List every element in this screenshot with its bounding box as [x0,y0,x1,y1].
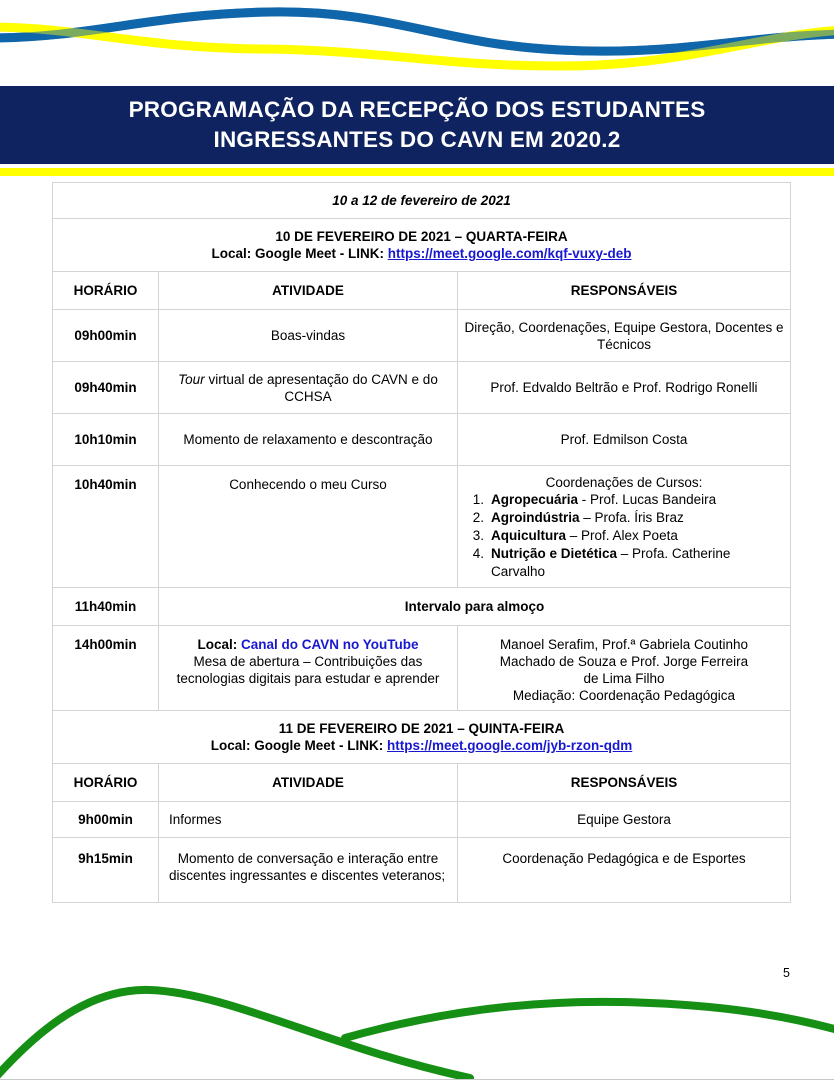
row-activity: Momento de conversação e interação entre discentes ingressantes e discentes veteranos; [159,838,458,903]
responsible-line: Manoel Serafim, Prof.ª Gabriela Coutinho [499,637,749,652]
course-name: Aquicultura [491,528,567,543]
row-activity [159,362,458,414]
page-title-line-1: PROGRAMAÇÃO DA RECEPÇÃO DOS ESTUDANTES [128,97,706,122]
course-list-item [464,545,784,581]
course-list-item [464,527,784,545]
day1-local-prefix: Local: Google Meet - LINK: [211,246,388,261]
green-wave-left [0,990,470,1078]
row-responsible: Prof. Edmilson Costa [458,414,791,466]
course-name: Agroindústria [491,510,580,525]
row-responsible: Prof. Edvaldo Beltrão e Prof. Rodrigo Ronelli [458,362,791,414]
table-row [53,466,791,588]
row-activity [159,626,458,711]
table-header-row [53,272,791,310]
table-row [53,711,791,764]
course-list-body [491,509,784,527]
column-header-time: HORÁRIO [53,272,159,310]
table-row [53,219,791,272]
title-banner [0,86,834,164]
activity-description: Mesa de abertura – Contribuições das tecnologias digitais para estudar e aprender [176,654,440,686]
day2-heading-cell [53,711,791,764]
row-time: 10h40min [53,466,159,588]
column-header-responsible: RESPONSÁVEIS [458,764,791,802]
top-wave-decoration [0,0,834,86]
table-row [53,838,791,903]
table-row [53,626,791,711]
row-activity: Boas-vindas [159,310,458,362]
youtube-channel-link[interactable]: Canal do CAVN no YouTube [241,637,419,652]
green-wave-right [345,1002,834,1038]
course-coordinator: – Profa. Íris Braz [579,510,684,525]
course-list-item [464,509,784,527]
row-responsible: Direção, Coordenações, Equipe Gestora, Docentes e Técnicos [458,310,791,362]
course-list-number: 1. [472,492,484,507]
day2-meet-link[interactable]: https://meet.google.com/jyb-rzon-qdm [387,738,633,753]
table-row [53,588,791,626]
local-line [173,636,443,653]
table-row [53,802,791,838]
column-header-activity: ATIVIDADE [159,272,458,310]
column-header-activity: ATIVIDADE [159,764,458,802]
schedule-table [52,182,791,903]
course-name: Agropecuária [491,492,579,507]
row-time: 14h00min [53,626,159,711]
table-row [53,183,791,219]
row-time: 9h00min [53,802,159,838]
courses-heading: Coordenações de Cursos: [545,475,703,490]
blue-wave-overlay [0,12,834,51]
day1-meet-link[interactable]: https://meet.google.com/kqf-vuxy-deb [387,246,632,261]
row-activity: Momento de relaxamento e descontração [159,414,458,466]
table-row [53,362,791,414]
course-list-number: 4. [472,546,484,561]
course-name: Nutrição e Dietética [491,546,618,561]
course-list-body [491,491,784,509]
row-responsible [458,626,791,711]
row-responsible: Equipe Gestora [458,802,791,838]
course-list-item [464,491,784,509]
day1-heading-text: 10 DE FEVEREIRO DE 2021 – QUARTA-FEIRA [275,229,568,244]
date-range-cell: 10 a 12 de fevereiro de 2021 [53,183,791,219]
schedule-table-container [52,182,790,903]
day2-heading-text: 11 DE FEVEREIRO DE 2021 – QUINTA-FEIRA [278,721,565,736]
row-activity-fullspan: Intervalo para almoço [159,588,791,626]
course-coordinator: - Prof. Lucas Bandeira [578,492,717,507]
course-list-body [491,545,784,581]
row-time: 9h15min [53,838,159,903]
page-title-line-2: INGRESSANTES DO CAVN EM 2020.2 [213,127,621,152]
activity-rest: virtual de apresentação do CAVN e do CCHSA [204,371,438,404]
table-row [53,414,791,466]
row-time: 10h10min [53,414,159,466]
row-time: 09h00min [53,310,159,362]
row-responsible [458,466,791,588]
column-header-time: HORÁRIO [53,764,159,802]
local-label: Local: [197,637,241,652]
course-coordinator: – Prof. Alex Poeta [566,528,678,543]
day2-local-prefix: Local: Google Meet - LINK: [210,738,387,753]
course-list-number: 3. [472,528,484,543]
responsible-line: Machado de Souza e Prof. Jorge Ferreira [499,654,749,669]
activity-italic-word: Tour [178,371,205,387]
course-coordinator: – Profa. Catherine Carvalho [491,546,731,579]
table-row [53,310,791,362]
row-responsible: Coordenação Pedagógica e de Esportes [458,838,791,903]
row-activity: Informes [159,802,458,838]
responsible-line: de Lima Filho [583,671,665,686]
row-activity: Conhecendo o meu Curso [159,466,458,588]
row-time: 09h40min [53,362,159,414]
course-list-body [491,527,784,545]
bottom-wave-decoration [0,970,834,1080]
page-number: 5 [783,966,790,980]
column-header-responsible: RESPONSÁVEIS [458,272,791,310]
yellow-accent-bar [0,168,834,176]
responsible-line: Mediação: Coordenação Pedagógica [512,688,736,703]
row-time: 11h40min [53,588,159,626]
day1-heading-cell [53,219,791,272]
course-coordination-list [464,491,784,581]
course-list-number: 2. [472,510,484,525]
table-header-row [53,764,791,802]
